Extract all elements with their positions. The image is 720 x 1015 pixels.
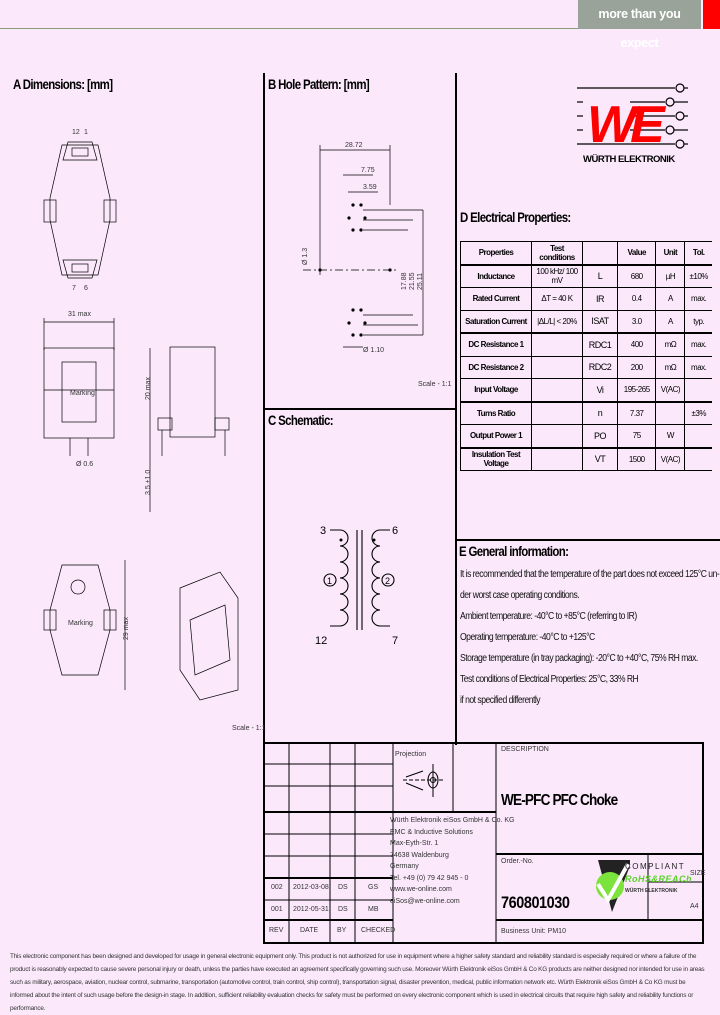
table-header-row (461, 242, 713, 265)
col-header: Test conditions (532, 242, 583, 265)
unit-cell: mΩ (656, 333, 685, 356)
svg-text:7: 7 (392, 635, 399, 647)
table-row (461, 402, 713, 425)
property-cell: Input Voltage (461, 379, 532, 402)
property-cell: DC Resistance 1 (461, 333, 532, 356)
order-code: 760801030 (501, 893, 570, 912)
titleblock-bottom-rule (263, 942, 704, 944)
unit-cell (656, 402, 685, 425)
property-cell: Rated Current (461, 288, 532, 311)
tol-cell: ±10% (685, 265, 712, 288)
svg-text:WÜRTH ELEKTRONIK: WÜRTH ELEKTRONIK (583, 154, 675, 165)
divider-d-e (455, 539, 720, 541)
svg-text:12: 12 (315, 635, 328, 647)
table-row (461, 288, 713, 311)
svg-text:25.11: 25.11 (417, 273, 424, 290)
property-cell: Inductance (461, 265, 532, 288)
property-cell: Turns Ratio (461, 402, 532, 425)
size-value: A4 (690, 903, 699, 910)
symbol-cell: RDC1 (583, 333, 618, 356)
symbol-cell: IR (583, 288, 618, 311)
tol-cell (685, 379, 712, 402)
divider-b-c (263, 408, 456, 410)
address-line: 74638 Waldenburg (390, 851, 449, 859)
tol-cell: ±3% (685, 402, 712, 425)
property-cell: Saturation Current (461, 310, 532, 333)
svg-text:20 max: 20 max (145, 377, 152, 400)
general-line: It is recommended that the temperature of the part does not exceed 125°C un- (460, 569, 720, 580)
unit-cell: A (656, 310, 685, 333)
general-line: der worst case operating conditions. (460, 590, 580, 601)
table-row (461, 265, 713, 288)
hole-pattern-title: B Hole Pattern: [mm] (268, 76, 370, 92)
value-cell: 200 (618, 356, 656, 379)
svg-text:28.72: 28.72 (345, 142, 363, 149)
table-row (461, 425, 713, 448)
svg-text:7: 7 (72, 285, 76, 292)
symbol-cell: RDC2 (583, 356, 618, 379)
value-cell: 195-265 (618, 379, 656, 402)
address-line: Max-Eyth-Str. 1 (390, 840, 439, 847)
tol-cell: max. (685, 333, 712, 356)
property-cell: Insulation Test Voltage (461, 448, 532, 471)
condition-cell (532, 402, 583, 425)
electrical-properties-table (460, 241, 712, 471)
condition-cell: |ΔL/L| < 20% (532, 310, 583, 333)
general-line: Storage temperature (in tray packaging): -20°C to +40°C, 75% RH max. (460, 653, 698, 664)
electrical-title: D Electrical Properties: (460, 209, 571, 225)
svg-text:7.75: 7.75 (361, 167, 375, 174)
condition-cell (532, 356, 583, 379)
unit-cell: W (656, 425, 685, 448)
svg-text:1: 1 (327, 576, 333, 586)
dimensions-title: A Dimensions: [mm] (13, 76, 113, 92)
table-row (461, 448, 713, 471)
address-line: Tel. +49 (0) 79 42 945 - 0 (390, 874, 469, 882)
svg-text:3.59: 3.59 (363, 184, 377, 191)
general-line: Ambient temperature: -40°C to +85°C (referring to IR) (460, 611, 637, 622)
symbol-cell: L (583, 265, 618, 288)
col-header (583, 242, 618, 265)
general-info (460, 564, 720, 711)
svg-text:6: 6 (392, 525, 399, 537)
tol-cell: typ. (685, 310, 712, 333)
company-address (390, 815, 514, 907)
svg-text:Ø 0.6: Ø 0.6 (76, 461, 94, 468)
svg-text:1: 1 (84, 129, 88, 136)
unit-cell: µH (656, 265, 685, 288)
table-row (461, 379, 713, 402)
hole-pattern-drawing (263, 100, 455, 400)
property-cell: DC Resistance 2 (461, 356, 532, 379)
svg-text:17.88: 17.88 (401, 272, 408, 290)
description-label: DESCRIPTION (501, 746, 549, 753)
tol-cell: max. (685, 288, 712, 311)
col-header: Value (618, 242, 656, 265)
value-cell: 75 (618, 425, 656, 448)
projection-label: Projection (395, 751, 427, 758)
value-cell: 1500 (618, 448, 656, 471)
order-code-label: Order.-No. (501, 858, 534, 865)
svg-text:3: 3 (320, 525, 327, 537)
svg-text:Scale - 1:1: Scale - 1:1 (418, 381, 452, 388)
svg-text:21.55: 21.55 (409, 272, 416, 290)
symbol-cell: Vi (583, 379, 618, 402)
svg-text:Ø 1.10: Ø 1.10 (363, 347, 385, 354)
general-title: E General information: (459, 543, 569, 559)
address-line: EMC & Inductive Solutions (390, 828, 473, 836)
unit-cell: V(AC) (656, 448, 685, 471)
table-row (461, 356, 713, 379)
svg-text:3.5 ±1.0: 3.5 ±1.0 (145, 469, 152, 495)
svg-text:Marking: Marking (68, 620, 93, 627)
value-cell: 400 (618, 333, 656, 356)
table-row (461, 310, 713, 333)
col-header: Tol. (685, 242, 712, 265)
value-cell: 680 (618, 265, 656, 288)
symbol-cell: VT (583, 448, 618, 471)
condition-cell (532, 425, 583, 448)
svg-text:12: 12 (72, 129, 80, 136)
svg-text:6: 6 (84, 285, 88, 292)
address-line: eiSos@we-online.com (390, 897, 460, 905)
size-label: SIZE (690, 870, 706, 877)
value-cell: 0.4 (618, 288, 656, 311)
condition-cell: 100 kHz/ 100 mV (532, 265, 583, 288)
tagline: more than you expect (578, 0, 701, 29)
dimensions-drawing (0, 100, 266, 740)
schematic-drawing (300, 520, 420, 650)
tol-cell: max. (685, 356, 712, 379)
property-cell: Output Power 1 (461, 425, 532, 448)
table-row (461, 333, 713, 356)
symbol-cell: n (583, 402, 618, 425)
business-unit: Business Unit: PM10 (501, 928, 566, 935)
condition-cell: ΔT = 40 K (532, 288, 583, 311)
svg-text:31 max: 31 max (68, 311, 91, 318)
value-cell: 7.37 (618, 402, 656, 425)
general-line: Test conditions of Electrical Properties: 25°C, 33% RH (460, 674, 639, 685)
symbol-cell: PO (583, 425, 618, 448)
unit-cell: V(AC) (656, 379, 685, 402)
svg-text:29 max: 29 max (123, 617, 130, 640)
wurth-logo-icon (575, 80, 695, 180)
tol-cell (685, 448, 712, 471)
svg-text:WE: WE (587, 96, 659, 154)
address-line: Würth Elektronik eiSos GmbH & Co. KG (390, 817, 515, 824)
svg-text:Ø 1.3: Ø 1.3 (302, 247, 309, 265)
header-rule (0, 28, 578, 29)
col-header: Unit (656, 242, 685, 265)
general-line: Operating temperature: -40°C to +125°C (460, 632, 595, 643)
condition-cell (532, 333, 583, 356)
address-line: www.we-online.com (390, 886, 452, 893)
unit-cell: mΩ (656, 356, 685, 379)
condition-cell (532, 448, 583, 471)
condition-cell (532, 379, 583, 402)
unit-cell: A (656, 288, 685, 311)
product-description: WE-PFC PFC Choke (501, 792, 618, 809)
svg-text:2: 2 (385, 576, 391, 586)
address-line: Germany (390, 863, 419, 870)
tol-cell (685, 425, 712, 448)
value-cell: 3.0 (618, 310, 656, 333)
symbol-cell: ISAT (583, 310, 618, 333)
svg-text:Scale - 1:1: Scale - 1:1 (232, 725, 266, 732)
col-header: Properties (461, 242, 532, 265)
schematic-title: C Schematic: (268, 412, 333, 428)
rohs-reach-badge: COMPLIANT RoHS&REACh WÜRTH ELEKTRONIK (592, 860, 682, 912)
svg-text:Marking: Marking (70, 390, 95, 397)
general-line: if not specified differently (460, 695, 541, 706)
brand-red-block (703, 0, 720, 29)
disclaimer-text: This electronic component has been designed and developed for usage in general electronic equipment only. This product is not authorized for use in equipment where a higher safety standard and reliability standard is especially required or where a failure of the product is reasonably expected to cause severe personal injury or death, unless the parties have executed an agreement specifically governing such use. Moreover Würth Elektronik eiSos GmbH & Co KG products are neither designed nor intended for use in areas such as military, aerospace, aviation, nuclear control, submarine, transportation (automotive control, train control, ship control), transportation signal, disaster prevention, medical, public information network etc. Würth Elektronik eiSos GmbH & Co KG must be informed about the intent of such usage before the design-in stage. In addition, sufficient reliability evaluation checks for safety must be performed on every electronic component which is used in electrical circuits that require high safety and reliability functions or performance. (10, 953, 705, 1012)
